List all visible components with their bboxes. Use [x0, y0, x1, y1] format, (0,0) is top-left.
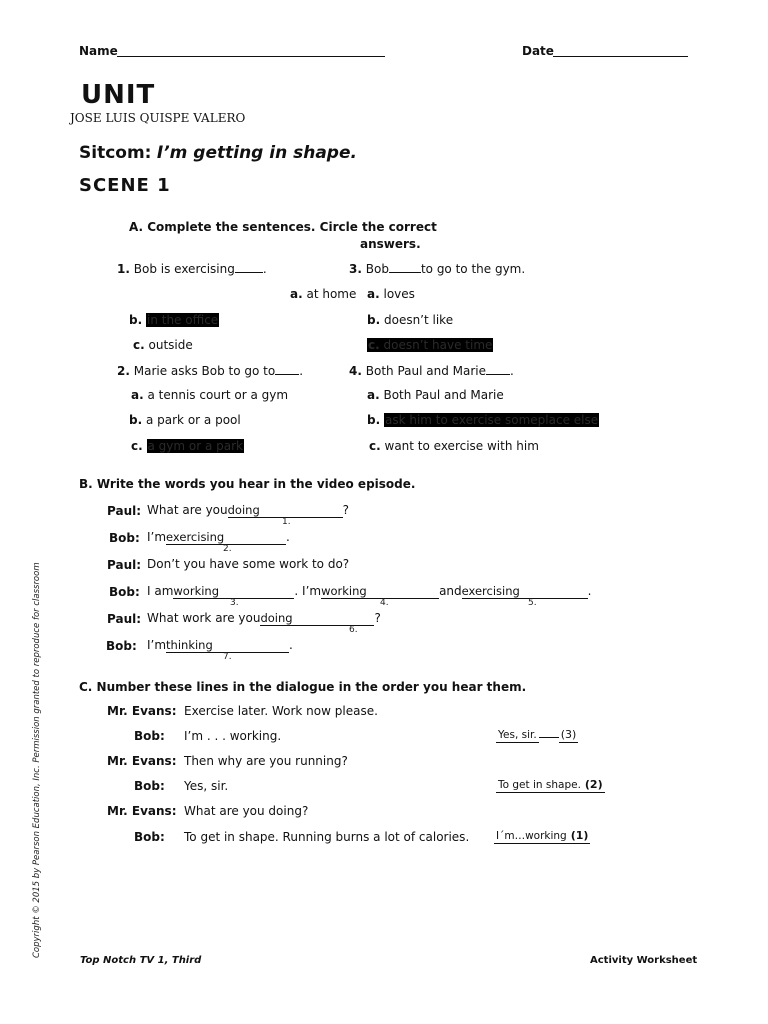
- unit-title: UNIT: [81, 80, 156, 110]
- speaker: Mr. Evans:: [107, 704, 177, 718]
- answer-text: Yes, sir.: [498, 729, 537, 741]
- option-text-highlighted: doesn’t have time: [383, 338, 493, 352]
- answer-field[interactable]: working: [321, 584, 439, 599]
- question-number: 4.: [349, 364, 362, 378]
- answer-field[interactable]: doing: [260, 611, 374, 626]
- speaker: Bob:: [109, 531, 140, 545]
- section-b-instruction: B. Write the words you hear in the video episode.: [79, 477, 416, 491]
- option-label: a.: [367, 287, 380, 301]
- q3-option-c[interactable]: [367, 338, 493, 352]
- section-a-instruction-cont: answers.: [360, 237, 421, 251]
- line-text: What work are you: [147, 611, 261, 625]
- sitcom-prefix: Sitcom:: [79, 143, 152, 163]
- answer-field[interactable]: exercising: [462, 584, 588, 599]
- order-answer[interactable]: [494, 829, 590, 842]
- dialogue-line: Exercise later. Work now please.: [184, 704, 378, 718]
- dialogue-line: Don’t you have some work to do?: [147, 557, 350, 571]
- question-number: 2.: [117, 364, 130, 378]
- answer-field[interactable]: thinking: [166, 638, 289, 653]
- question-text: Bob: [365, 262, 389, 276]
- blank-number: 3.: [230, 598, 239, 608]
- order-answer[interactable]: [496, 778, 605, 791]
- option-label: a.: [290, 287, 303, 301]
- question-tail: .: [299, 364, 304, 378]
- speaker: Bob:: [106, 639, 137, 653]
- answer-field[interactable]: working: [173, 584, 294, 599]
- answer-blank[interactable]: [275, 374, 299, 375]
- dialogue-line: What are you doing?: [184, 804, 309, 818]
- option-label: a.: [367, 388, 380, 402]
- line-punct: .: [289, 638, 293, 652]
- option-label: c.: [369, 439, 381, 453]
- dialogue-line: Then why are you running?: [184, 754, 348, 768]
- option-text-highlighted: a gym or a park: [147, 439, 244, 453]
- speaker: Mr. Evans:: [107, 754, 177, 768]
- speaker: Bob:: [134, 830, 165, 844]
- option-label: c.: [133, 338, 145, 352]
- option-text: at home: [306, 287, 357, 301]
- question-tail: to go to the gym.: [420, 262, 526, 276]
- blank-number: 7.: [223, 652, 232, 662]
- option-text: a tennis court or a gym: [147, 388, 289, 402]
- question-1: [117, 262, 267, 276]
- option-text: Both Paul and Marie: [383, 388, 504, 402]
- name-field[interactable]: [117, 56, 385, 57]
- blank-number: 2.: [223, 544, 232, 554]
- line-text: I am: [147, 584, 174, 598]
- copyright-notice: Copyright © 2015 by Pearson Education, Inc. Permission granted to reproduce for classroom: [32, 562, 42, 958]
- student-name: JOSE LUIS QUISPE VALERO: [70, 111, 246, 125]
- line-punct: .: [286, 530, 290, 544]
- name-label: Name: [79, 44, 118, 58]
- option-label: c.: [131, 439, 143, 453]
- section-c-instruction: C. Number these lines in the dialogue in the order you hear them.: [79, 680, 527, 694]
- option-text: a park or a pool: [145, 413, 241, 427]
- sitcom-heading: [79, 143, 357, 163]
- line-punct: .: [587, 584, 592, 598]
- line-text: I’m: [147, 530, 167, 544]
- q2-option-a[interactable]: [131, 388, 288, 402]
- sitcom-title: I’m getting in shape.: [156, 143, 357, 163]
- order-answer[interactable]: [496, 728, 578, 741]
- option-label: b.: [129, 413, 143, 427]
- question-2: [117, 364, 303, 378]
- q1-option-b[interactable]: [129, 313, 219, 327]
- dialogue-line: Yes, sir.: [184, 779, 229, 793]
- date-field[interactable]: [553, 56, 688, 57]
- answer-blank[interactable]: [235, 272, 263, 273]
- q4-option-b[interactable]: [367, 413, 599, 427]
- answer-underline: [539, 737, 559, 738]
- speaker: Bob:: [134, 779, 165, 793]
- speaker: Paul:: [107, 504, 142, 518]
- question-text: Bob is exercising: [133, 262, 235, 276]
- blank-number: 6.: [349, 625, 358, 635]
- speaker: Paul:: [107, 612, 142, 626]
- line-punct: ?: [374, 611, 381, 625]
- option-text: outside: [148, 338, 193, 352]
- question-3: [349, 262, 525, 276]
- speaker: Paul:: [107, 558, 142, 572]
- question-tail: .: [510, 364, 514, 378]
- order-number: (1): [570, 829, 589, 842]
- dialogue-line: [147, 611, 381, 626]
- dialogue-line: [147, 503, 349, 518]
- answer-field[interactable]: exercising: [166, 530, 286, 545]
- blank-number: 5.: [528, 598, 537, 608]
- option-label: b.: [367, 413, 381, 427]
- answer-blank[interactable]: [486, 374, 510, 375]
- option-label: a.: [131, 388, 144, 402]
- q3-option-b[interactable]: [367, 313, 453, 327]
- line-text: I’m: [147, 638, 167, 652]
- blank-number: 4.: [380, 598, 389, 608]
- option-text: loves: [383, 287, 415, 301]
- order-number: (3): [560, 728, 577, 741]
- answer-field[interactable]: doing: [228, 503, 343, 518]
- answer-text: I´m…working: [496, 830, 567, 842]
- dialogue-line: I’m . . . working.: [184, 729, 282, 743]
- q4-option-a[interactable]: [367, 388, 504, 402]
- q1-option-a[interactable]: [290, 287, 356, 301]
- dialogue-line: [147, 530, 290, 545]
- line-text: . I’m: [294, 584, 322, 598]
- footer-left: Top Notch TV 1, Third: [80, 955, 202, 966]
- date-label: Date: [522, 44, 554, 58]
- speaker: Bob:: [134, 729, 165, 743]
- line-text: What are you: [147, 503, 228, 517]
- speaker: Mr. Evans:: [107, 804, 177, 818]
- question-number: 3.: [349, 262, 362, 276]
- dialogue-line: [147, 584, 591, 599]
- option-text-highlighted: in the office: [146, 313, 219, 327]
- q2-option-c[interactable]: [131, 439, 244, 453]
- option-text: doesn’t like: [383, 313, 454, 327]
- question-4: [349, 364, 514, 378]
- option-label: b.: [129, 313, 143, 327]
- dialogue-line: [147, 638, 293, 653]
- scene-title: SCENE 1: [79, 175, 171, 196]
- option-label: c.: [368, 338, 380, 352]
- question-text: Both Paul and Marie: [365, 364, 487, 378]
- answer-blank[interactable]: [389, 272, 421, 273]
- answer-text: To get in shape.: [498, 779, 581, 791]
- dialogue-line: To get in shape. Running burns a lot of calories.: [184, 830, 470, 844]
- line-punct: ?: [342, 503, 349, 517]
- blank-number: 1.: [282, 517, 291, 527]
- q3-option-a[interactable]: [367, 287, 415, 301]
- speaker: Bob:: [109, 585, 140, 599]
- question-text: Marie asks Bob to go to: [133, 364, 276, 378]
- q1-option-c[interactable]: [133, 338, 193, 352]
- option-text-highlighted: ask him to exercise someplace else: [384, 413, 599, 427]
- question-tail: .: [262, 262, 267, 276]
- q4-option-c[interactable]: [369, 439, 539, 453]
- q2-option-b[interactable]: [129, 413, 241, 427]
- section-a-instruction: A. Complete the sentences. Circle the correct: [129, 220, 437, 234]
- footer-right: Activity Worksheet: [590, 955, 698, 966]
- question-number: 1.: [117, 262, 130, 276]
- line-text: and: [439, 584, 462, 598]
- option-text: want to exercise with him: [384, 439, 539, 453]
- order-number: (2): [584, 778, 603, 791]
- option-label: b.: [367, 313, 381, 327]
